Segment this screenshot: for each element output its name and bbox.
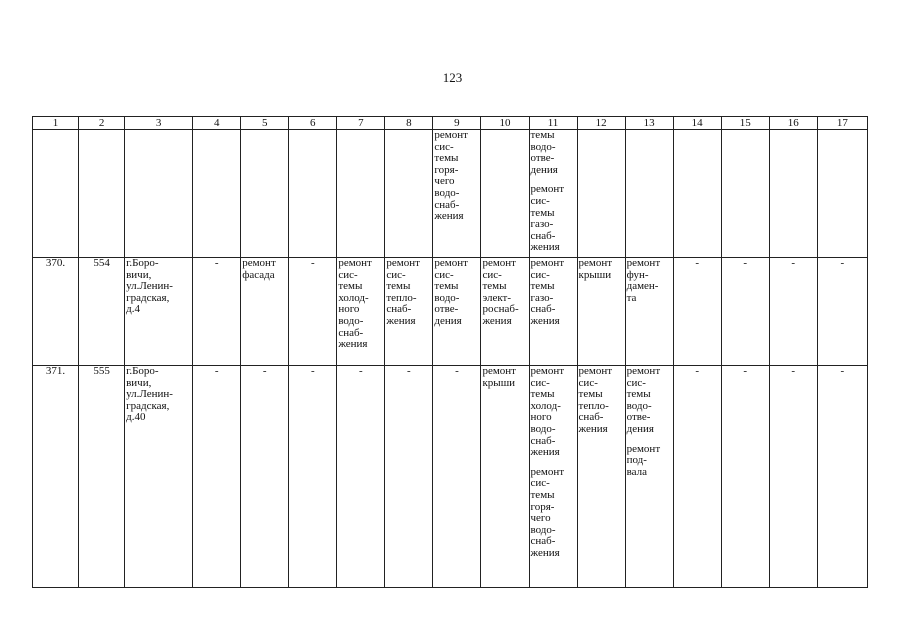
cell-text: г.Боро- вичи, ул.Ленин- градская, д.4: [126, 257, 173, 316]
column-header: 12: [577, 117, 625, 130]
table-cell: [625, 130, 673, 258]
table-cell: [721, 130, 769, 258]
cell-text: -: [310, 257, 315, 269]
table-cell: [529, 130, 577, 258]
table-cell: [481, 258, 529, 366]
table-cell: [433, 366, 481, 588]
table-cell: [817, 130, 867, 258]
cell-text: -: [310, 365, 315, 377]
cell-text: ремонт сис- темы газо- снаб- жения: [530, 257, 565, 327]
cell-text: ремонт крыши: [482, 365, 516, 389]
cell-text: ремонт фун- дамен- та: [626, 257, 661, 304]
table-cell: [385, 258, 433, 366]
table-cell: [193, 366, 241, 588]
table-cell: [817, 258, 867, 366]
table-cell: [481, 130, 529, 258]
header-row: [33, 117, 868, 130]
cell-text: г.Боро- вичи, ул.Ленин- градская, д.40: [126, 365, 173, 424]
cell-text: ремонт под- вала: [626, 442, 661, 478]
table-cell: [625, 258, 673, 366]
column-header: 8: [385, 117, 433, 130]
table-cell: [481, 366, 529, 588]
column-header: 1: [33, 117, 79, 130]
table-cell: [289, 258, 337, 366]
table-cell: [769, 258, 817, 366]
column-header: 9: [433, 117, 481, 130]
cell-text: ремонт сис- темы водо- отве- дения: [434, 257, 468, 327]
table-cell: [577, 258, 625, 366]
cell-text: ремонт сис- темы газо- снаб- жения: [530, 183, 565, 254]
column-header: 13: [625, 117, 673, 130]
table-cell: [193, 130, 241, 258]
works-table: [32, 116, 868, 588]
cell-text: -: [214, 365, 219, 377]
table-cell: [673, 258, 721, 366]
table-cell: [79, 258, 125, 366]
column-header: 11: [529, 117, 577, 130]
cell-text: ремонт сис- темы тепло- снаб- жения: [386, 257, 420, 327]
cell-text: 371.: [45, 365, 66, 377]
table-body: [33, 130, 868, 588]
table-cell: [337, 258, 385, 366]
cell-text: ремонт сис- темы тепло- снаб- жения: [578, 365, 613, 435]
table-cell: [673, 366, 721, 588]
cell-text: ремонт фасада: [242, 257, 276, 281]
table-cell: [817, 366, 867, 588]
column-header: 4: [193, 117, 241, 130]
table-cell: [79, 366, 125, 588]
page-number: 123: [442, 70, 463, 85]
table-cell: [125, 258, 193, 366]
column-header: 5: [241, 117, 289, 130]
table-cell: [337, 130, 385, 258]
table-cell: [241, 366, 289, 588]
cell-text: -: [407, 365, 411, 377]
table-cell: [577, 130, 625, 258]
table-cell: [241, 258, 289, 366]
column-header: 7: [337, 117, 385, 130]
column-header: 14: [673, 117, 721, 130]
column-header: 2: [79, 117, 125, 130]
table-row: [33, 366, 868, 588]
table-row: [33, 130, 868, 258]
cell-text: ремонт крыши: [578, 257, 613, 281]
table-cell: [769, 130, 817, 258]
column-header: 10: [481, 117, 529, 130]
table-cell: [769, 366, 817, 588]
cell-text: -: [262, 365, 267, 377]
column-header: 6: [289, 117, 337, 130]
column-header: 16: [769, 117, 817, 130]
table-cell: [125, 130, 193, 258]
table-cell: [289, 366, 337, 588]
table-cell: [625, 366, 673, 588]
cell-text: ремонт сис- темы элект- роснаб- жения: [482, 257, 519, 327]
cell-text: -: [695, 365, 699, 377]
cell-text: -: [455, 365, 459, 377]
cell-text: -: [840, 257, 845, 269]
cell-text: -: [359, 365, 363, 377]
cell-text: -: [743, 365, 748, 377]
cell-text: темы водо- отве- дения: [530, 129, 558, 176]
table-cell: [241, 130, 289, 258]
column-header: 3: [125, 117, 193, 130]
cell-text: -: [743, 257, 748, 269]
cell-text: 555: [93, 365, 110, 377]
table-cell: [721, 258, 769, 366]
table-cell: [433, 258, 481, 366]
table-cell: [385, 130, 433, 258]
cell-text: ремонт сис- темы холод- ного водо- снаб- жения: [338, 257, 372, 351]
table-cell: [577, 366, 625, 588]
table-cell: [193, 258, 241, 366]
table-cell: [33, 366, 79, 588]
cell-text: ремонт сис- темы водо- отве- дения: [626, 365, 661, 435]
table-cell: [673, 130, 721, 258]
cell-text: -: [791, 365, 796, 377]
cell-text: -: [791, 257, 796, 269]
table-cell: [33, 130, 79, 258]
table-row: [33, 258, 868, 366]
table-cell: [433, 130, 481, 258]
table-cell: [125, 366, 193, 588]
cell-text: -: [214, 257, 219, 269]
cell-text: ремонт сис- темы холод- ного водо- снаб- жения: [530, 365, 565, 459]
table-cell: [721, 366, 769, 588]
table-cell: [33, 258, 79, 366]
table-cell: [337, 366, 385, 588]
cell-text: -: [840, 365, 845, 377]
cell-text: 554: [93, 257, 110, 269]
column-header: 15: [721, 117, 769, 130]
table-cell: [385, 366, 433, 588]
table-cell: [289, 130, 337, 258]
cell-text: ремонт сис- темы горя- чего водо- снаб- жения: [434, 129, 468, 223]
table-cell: [529, 366, 577, 588]
cell-text: 370.: [45, 257, 66, 269]
column-header: 17: [817, 117, 867, 130]
table-cell: [79, 130, 125, 258]
cell-text: -: [695, 257, 699, 269]
cell-text: ремонт сис- темы горя- чего водо- снаб- жения: [530, 465, 565, 559]
table-cell: [529, 258, 577, 366]
